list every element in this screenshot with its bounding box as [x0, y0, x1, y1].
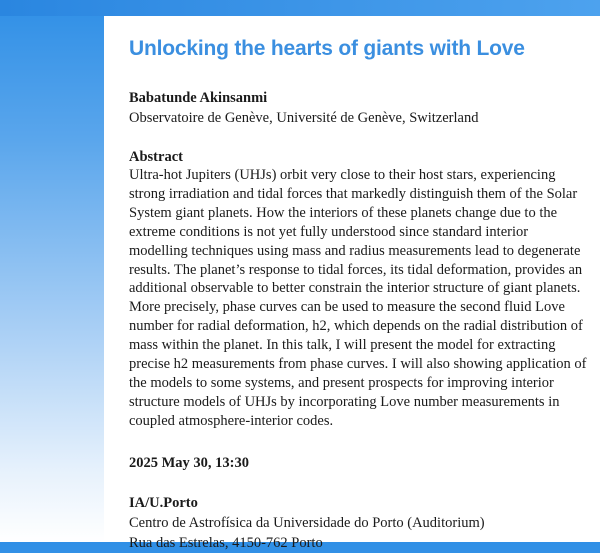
venue-location: Centro de Astrofísica da Universidade do Porto (Auditorium)	[129, 514, 485, 531]
talk-datetime: 2025 May 30, 13:30	[129, 454, 250, 471]
venue-name: IA/U.Porto	[129, 494, 198, 511]
speaker-name: Babatunde Akinsanmi	[129, 90, 268, 106]
announcement-card	[104, 16, 600, 551]
abstract-heading: Abstract	[129, 149, 183, 165]
talk-title: Unlocking the hearts of giants with Love	[129, 37, 525, 60]
speaker-affiliation: Observatoire de Genève, Université de Genève, Switzerland	[129, 110, 479, 126]
venue-address: Rua das Estrelas, 4150-762 Porto	[129, 534, 323, 551]
top-band	[0, 0, 600, 16]
abstract-text: Ultra-hot Jupiters (UHJs) orbit very close to their host stars, experiencing strong irradiation and tidal forces that markedly distinguish them of the Solar System giant planets. How the interiors of these planets change due to the extreme conditions is not yet fully understood since standard interior modelling techniques using mass and radius measurements lead to degenerate results. The planet’s response to tidal forces, its tidal deformation, provides an additional observable to better constrain the interior structure of giant planets. More precisely, phase curves can be used to measure the second fluid Love number for radial deformation, h2, which depends on the radial distribution of mass within the planet. In this talk, I will present the model for extracting precise h2 measurements from phase curves. I will also showing application of the models to some systems, and present prospects for improving interior structure models of UHJs by incorporating Love number measurements in coupled atmosphere-interior codes.	[129, 167, 587, 429]
